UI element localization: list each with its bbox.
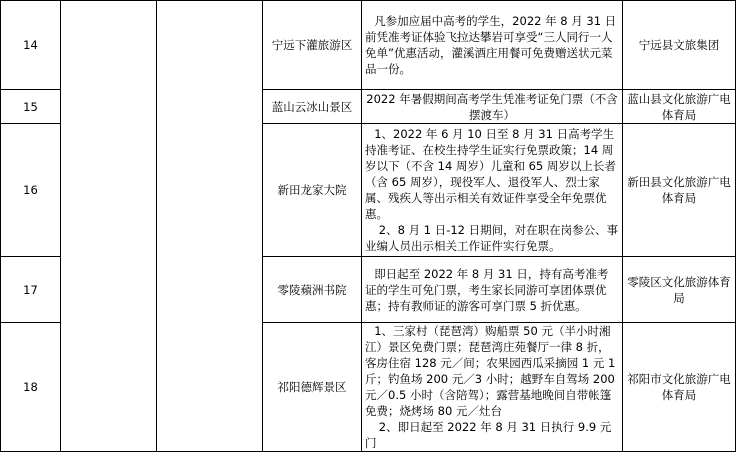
offer-paragraph: 凡参加应届中高考的学生，2022 年 8 月 31 日前凭准考证体验飞拉达攀岩可享受“三人同行一人免单”优惠活动，灌溪酒庄用餐可免费赠送状元菜品一份。 (365, 14, 617, 76)
empty-cell (61, 1, 157, 452)
responsible-organization: 宁远县文旅集团 (623, 1, 736, 90)
responsible-organization: 蓝山县文化旅游广电体育局 (623, 90, 736, 124)
responsible-organization: 新田县文化旅游广电体育局 (623, 124, 736, 257)
offer-paragraph: 1、三家村（琵琶湾）购船票 50 元（半小时湘江）景区免费门票；琵琶湾庄苑餐厅一律 8 折，客房住宿 128 元／间；农果园西瓜采摘园 1 元 1 斤；钓鱼场 200 元／3 小时；越野车自驾场 200 元／0.5 小时（含陪驾）；露营基地晚间自带帐篷免费；烧烤场 80 元／灶台 (365, 324, 616, 418)
row-number: 14 (1, 1, 61, 90)
row-number: 17 (1, 257, 61, 323)
offer-description (362, 1, 623, 90)
scenic-spot-name: 蓝山云冰山景区 (263, 90, 362, 124)
offer-paragraph: 2、即日起至 2022 年 8 月 31 日执行 9.9 元门 (365, 420, 612, 450)
scenic-spot-name: 零陵蘋洲书院 (263, 257, 362, 323)
offer-description (362, 257, 623, 323)
scenic-spot-name: 新田龙家大院 (263, 124, 362, 257)
scenic-spot-name: 祁阳德辉景区 (263, 323, 362, 452)
row-number: 16 (1, 124, 61, 257)
row-number: 18 (1, 323, 61, 452)
offer-paragraph: 即日起至 2022 年 8 月 31 日，持有高考准考证的学生可免门票，考生家长同游可享团体票优惠；持有教师证的游客可享门票 5 折优惠。 (365, 266, 609, 313)
offer-description (362, 124, 623, 257)
responsible-organization: 祁阳市文化旅游广电体育局 (623, 323, 736, 452)
empty-cell (157, 1, 263, 452)
offer-paragraph: 2、8 月 1 日-12 日期间，对在职在岗参公、事业编人员出示相关工作证件实行免票。 (365, 223, 619, 253)
offer-paragraph: 2022 年暑假期间高考学生凭准考证免门票（不含摆渡车） (366, 91, 618, 122)
offer-paragraph: 1、2022 年 6 月 10 日至 8 月 31 日高考学生持准考证、在校生持学生证实行免票政策；14 周岁以下（不含 14 周岁）儿童和 65 周岁以上长者（含 65 周岁），现役军人、退役军人、烈士家属、残疾人等出示相关有效证件享受全年免票优惠。 (365, 127, 616, 221)
responsible-organization: 零陵区文化旅游体育局 (623, 257, 736, 323)
offer-description (362, 323, 623, 452)
row-number: 15 (1, 90, 61, 124)
table-row (1, 1, 736, 90)
scenic-spot-name: 宁远下灌旅游区 (263, 1, 362, 90)
offer-description (362, 90, 623, 124)
